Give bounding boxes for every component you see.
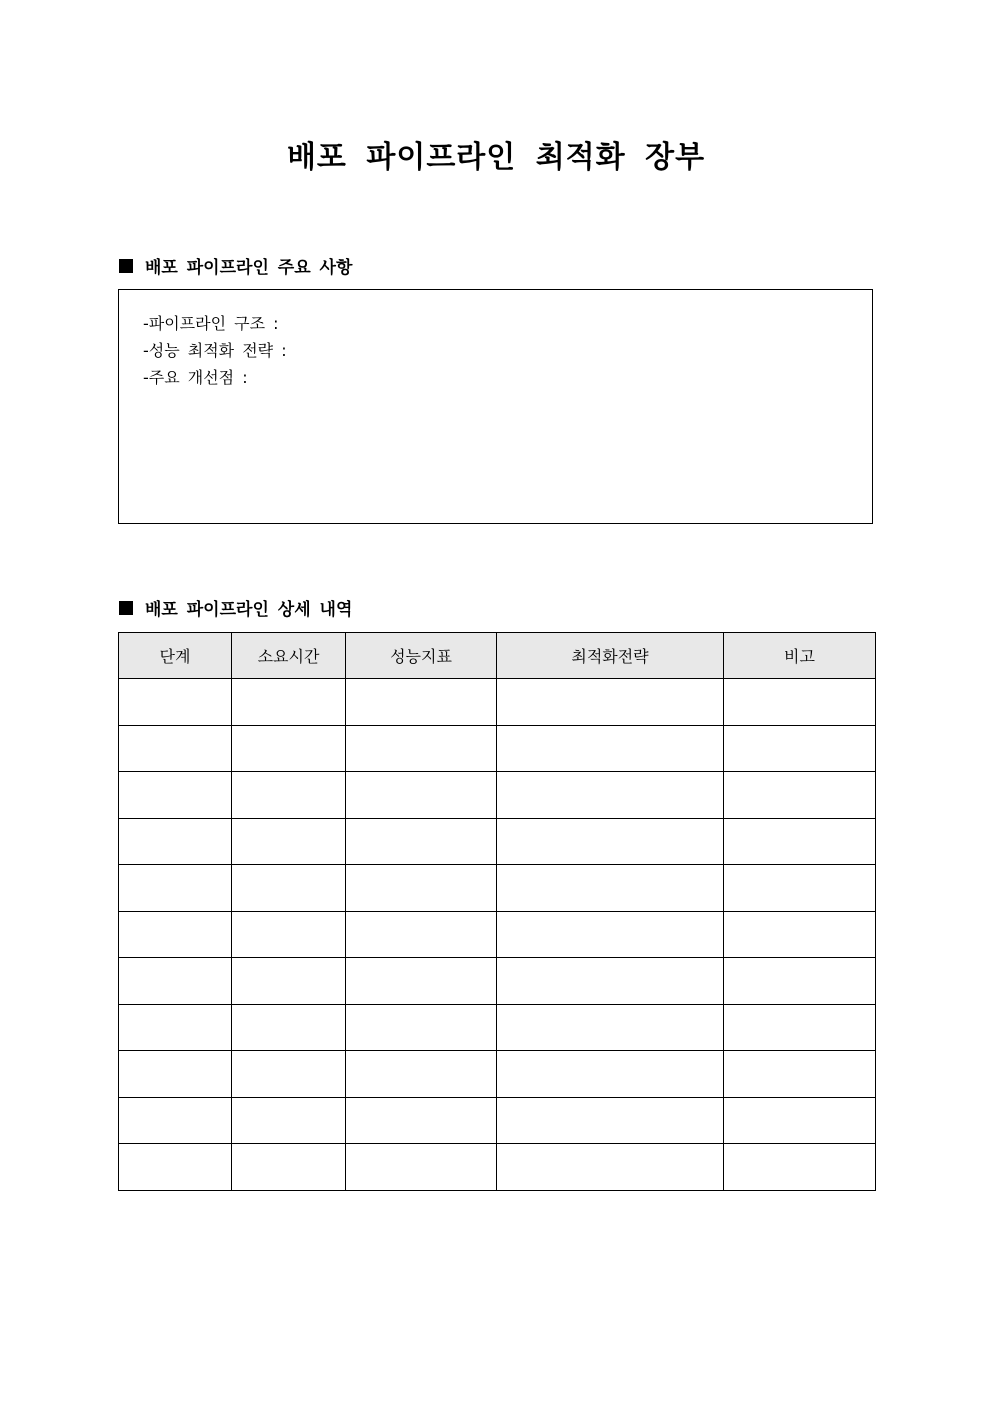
table-cell-notes[interactable] <box>724 865 876 912</box>
table-cell-strategy[interactable] <box>497 911 724 958</box>
summary-lines <box>143 310 287 391</box>
table-cell-duration[interactable] <box>232 725 346 772</box>
table-cell-duration[interactable] <box>232 1004 346 1051</box>
table-row <box>119 679 876 726</box>
square-bullet-icon <box>119 601 133 615</box>
table-cell-stage[interactable] <box>119 679 232 726</box>
summary-heading-text: 배포 파이프라인 주요 사항 <box>145 258 353 278</box>
table-cell-metric[interactable] <box>346 1097 497 1144</box>
table-header-row <box>119 633 876 679</box>
table-cell-notes[interactable] <box>724 1004 876 1051</box>
table-cell-stage[interactable] <box>119 1144 232 1191</box>
table-cell-duration[interactable] <box>232 865 346 912</box>
table-cell-stage[interactable] <box>119 1004 232 1051</box>
table-cell-notes[interactable] <box>724 1051 876 1098</box>
table-cell-strategy[interactable] <box>497 1051 724 1098</box>
summary-line-improvements: -주요 개선점 : <box>143 368 248 387</box>
table-cell-strategy[interactable] <box>497 818 724 865</box>
table-cell-metric[interactable] <box>346 679 497 726</box>
table-cell-metric[interactable] <box>346 865 497 912</box>
table-cell-notes[interactable] <box>724 958 876 1005</box>
table-row <box>119 865 876 912</box>
table-cell-duration[interactable] <box>232 679 346 726</box>
table-cell-strategy[interactable] <box>497 1097 724 1144</box>
table-cell-metric[interactable] <box>346 818 497 865</box>
table-cell-duration[interactable] <box>232 958 346 1005</box>
table-cell-metric[interactable] <box>346 1004 497 1051</box>
table-row <box>119 772 876 819</box>
table-cell-duration[interactable] <box>232 818 346 865</box>
table-cell-duration[interactable] <box>232 1051 346 1098</box>
table-cell-metric[interactable] <box>346 772 497 819</box>
table-row <box>119 1004 876 1051</box>
document-title: 배포 파이프라인 최적화 장부 <box>286 140 706 175</box>
detail-table <box>118 632 876 1191</box>
column-header-strategy: 최적화전략 <box>497 633 724 679</box>
square-bullet-icon <box>119 259 133 273</box>
table-row <box>119 818 876 865</box>
table-row <box>119 725 876 772</box>
table-cell-metric[interactable] <box>346 1144 497 1191</box>
table-row <box>119 958 876 1005</box>
table-row <box>119 1097 876 1144</box>
table-cell-stage[interactable] <box>119 911 232 958</box>
table-cell-strategy[interactable] <box>497 958 724 1005</box>
table-cell-strategy[interactable] <box>497 865 724 912</box>
table-cell-notes[interactable] <box>724 911 876 958</box>
summary-line-strategy: -성능 최적화 전략 : <box>143 341 287 360</box>
table-cell-strategy[interactable] <box>497 772 724 819</box>
table-cell-stage[interactable] <box>119 1097 232 1144</box>
table-cell-stage[interactable] <box>119 772 232 819</box>
table-row <box>119 1051 876 1098</box>
table-cell-metric[interactable] <box>346 958 497 1005</box>
table-row <box>119 911 876 958</box>
column-header-notes: 비고 <box>724 633 876 679</box>
table-cell-duration[interactable] <box>232 1097 346 1144</box>
table-cell-strategy[interactable] <box>497 679 724 726</box>
table-cell-strategy[interactable] <box>497 1004 724 1051</box>
table-cell-notes[interactable] <box>724 1097 876 1144</box>
table-cell-duration[interactable] <box>232 772 346 819</box>
summary-line-structure: -파이프라인 구조 : <box>143 314 279 333</box>
column-header-stage: 단계 <box>119 633 232 679</box>
table-cell-stage[interactable] <box>119 818 232 865</box>
table-cell-duration[interactable] <box>232 911 346 958</box>
table-cell-notes[interactable] <box>724 725 876 772</box>
table-cell-stage[interactable] <box>119 958 232 1005</box>
table-cell-strategy[interactable] <box>497 725 724 772</box>
table-body <box>119 679 876 1191</box>
summary-box[interactable] <box>118 289 873 524</box>
column-header-metric: 성능지표 <box>346 633 497 679</box>
table-cell-duration[interactable] <box>232 1144 346 1191</box>
table-cell-stage[interactable] <box>119 865 232 912</box>
table-cell-metric[interactable] <box>346 911 497 958</box>
table-row <box>119 1144 876 1191</box>
table-cell-notes[interactable] <box>724 818 876 865</box>
table-cell-stage[interactable] <box>119 1051 232 1098</box>
detail-heading-text: 배포 파이프라인 상세 내역 <box>145 600 353 620</box>
summary-section-heading <box>119 253 352 278</box>
table-cell-stage[interactable] <box>119 725 232 772</box>
detail-section-heading <box>119 595 352 620</box>
table-cell-metric[interactable] <box>346 725 497 772</box>
table-cell-metric[interactable] <box>346 1051 497 1098</box>
table-cell-strategy[interactable] <box>497 1144 724 1191</box>
table-cell-notes[interactable] <box>724 1144 876 1191</box>
table-cell-notes[interactable] <box>724 679 876 726</box>
table-cell-notes[interactable] <box>724 772 876 819</box>
column-header-duration: 소요시간 <box>232 633 346 679</box>
